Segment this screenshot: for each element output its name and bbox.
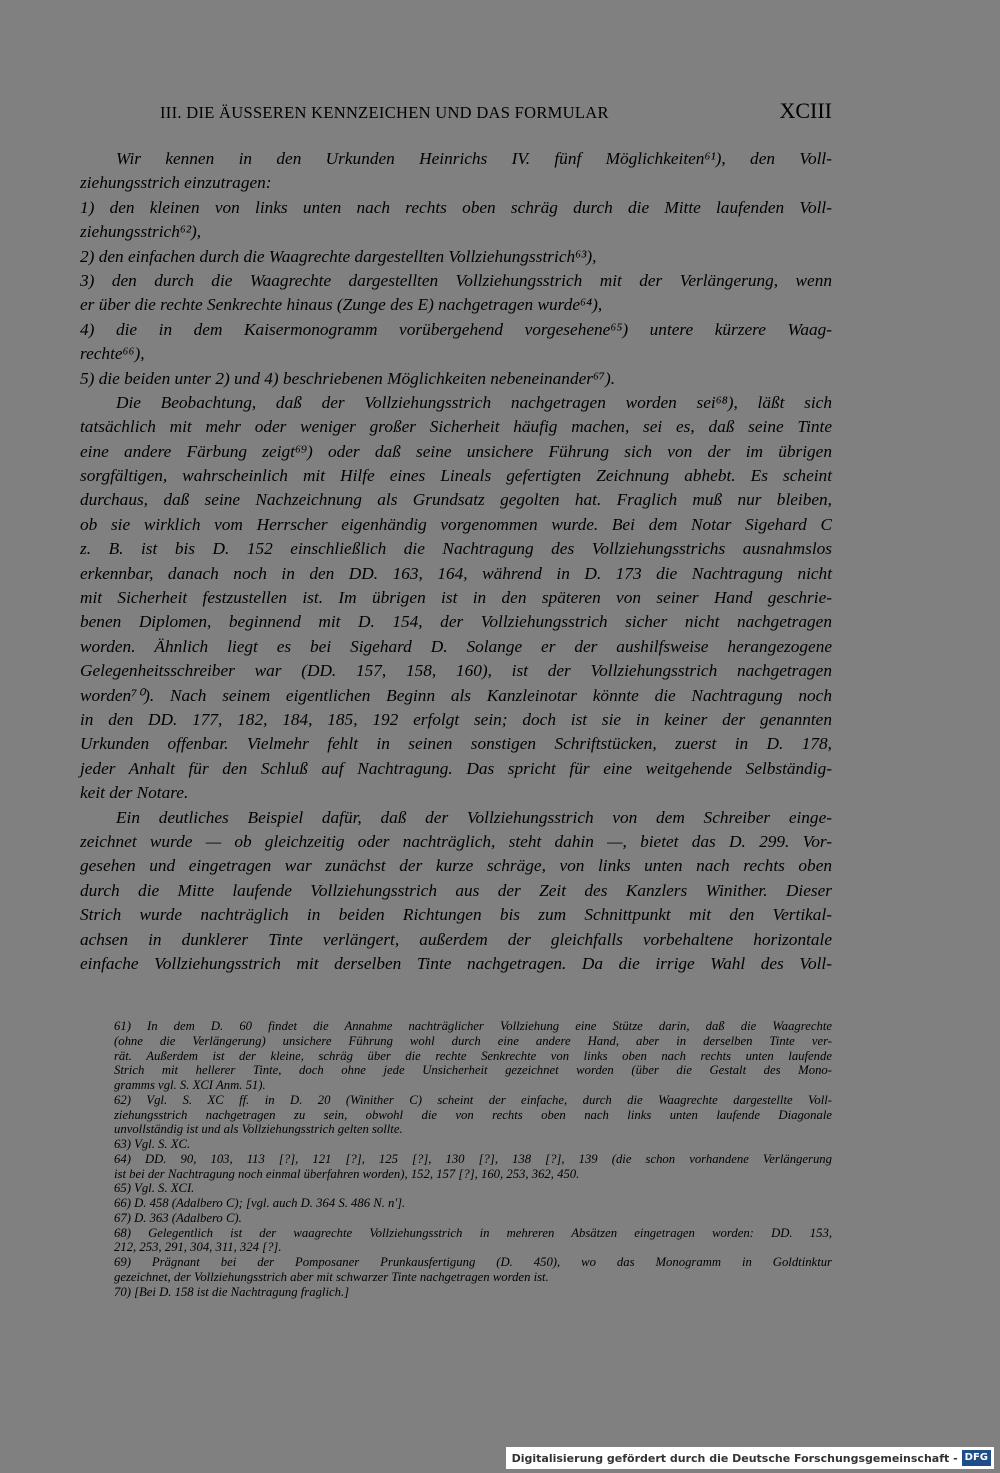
text-line: durchaus, daß seine Nachzeichnung als Grundsatz gegolten hat. Fraglich muß nur bleiben, [80, 490, 832, 510]
footnote-line: ziehungsstrich nachgetragen zu sein, obwohl die von rechts oben nach links unten laufende Diagonale [114, 1107, 832, 1122]
text-line: gesehen und eingetragen war zunächst der kurze schräge, von links unten nach rechts oben [80, 856, 832, 876]
footnote-line: 61) In dem D. 60 findet die Annahme nachträglicher Vollziehung eine Stütze darin, daß die Waagrechte [114, 1019, 832, 1033]
footnote-line: 66) D. 458 (Adalbero C); [vgl. auch D. 364 S. 486 N. n']. [114, 1196, 406, 1210]
text-line: 2) den einfachen durch die Waagrechte dargestellten Vollziehungsstrich⁶³), [80, 246, 597, 266]
footnote-line: 69) Prägnant bei der Pomposaner Prunkausfertigung (D. 450), wo das Monogramm in Goldtinktur [114, 1255, 832, 1269]
text-line: erkennbar, danach noch in den DD. 163, 164, während in D. 173 die Nachtragung nicht [80, 563, 832, 583]
dfg-logo: DFG [962, 1450, 991, 1466]
page-number: XCIII [779, 98, 832, 123]
main-text [80, 147, 832, 976]
text-line: ziehungsstrich⁶²), [80, 222, 202, 242]
footnote-line: ist bei der Nachtragung noch einmal überfahren worden), 152, 157 [?], 160, 253, 362, 450. [114, 1166, 580, 1181]
text-line: keit der Notare. [80, 783, 189, 803]
footnotes [114, 1019, 832, 1299]
funding-credit-bar [506, 1447, 994, 1469]
text-line: benen Diplomen, beginnend mit D. 154, der Vollziehungsstrich sicher nicht nachgetragen [80, 612, 832, 632]
text-line: jeder Anhalt für den Schluß auf Nachtragung. Das spricht für eine weitgehende Selbständig- [80, 758, 832, 778]
text-line: Wir kennen in den Urkunden Heinrichs IV. fünf Möglichkeiten⁶¹), den Voll- [116, 149, 832, 168]
page-header [160, 98, 832, 128]
text-line: achsen in dunklerer Tinte verlängert, außerdem der gleichfalls vorbehaltene horizontale [80, 929, 832, 949]
footnote-line: gramms vgl. S. XCI Anm. 51). [114, 1078, 266, 1092]
footnote-line: gezeichnet, der Vollziehungsstrich aber mit schwarzer Tinte nachgetragen worden ist. [114, 1269, 549, 1284]
footnote-line: 212, 253, 291, 304, 311, 324 [?]. [114, 1240, 282, 1255]
text-line: in den DD. 177, 182, 184, 185, 192 erfolgt sein; doch ist sie in keiner der genannten [80, 709, 832, 729]
text-line: ziehungsstrich einzutragen: [80, 173, 272, 193]
text-line: eine andere Färbung zeigt⁶⁹) oder daß seine unsichere Führung sich von der im übrigen [80, 441, 832, 461]
text-line: 4) die in dem Kaisermonogramm vorübergehend vorgesehene⁶⁵) untere kürzere Waag- [80, 319, 832, 339]
text-line: 5) die beiden unter 2) und 4) beschriebenen Möglichkeiten nebeneinander⁶⁷). [80, 368, 616, 388]
text-line: Die Beobachtung, daß der Vollziehungsstrich nachgetragen worden sei⁶⁸), läßt sich [116, 392, 832, 412]
footnote-line: Strich mit hellerer Tinte, doch ohne jede Unsicherheit gezeichnet worden (über die Gestalt des Mono- [114, 1063, 832, 1078]
footnote-line: 65) Vgl. S. XCI. [114, 1181, 195, 1196]
text-line: durch die Mitte laufende Vollziehungsstrich aus der Zeit des Kanzlers Winither. Dieser [80, 880, 832, 900]
text-line: ob sie wirklich vom Herrscher eigenhändig vorgenommen wurde. Bei dem Notar Sigehard C [80, 514, 832, 534]
running-title: III. DIE ÄUSSEREN KENNZEICHEN UND DAS FORMULAR [160, 103, 609, 122]
text-line: Urkunden offenbar. Vielmehr fehlt in seinen sonstigen Schriftstücken, zuerst in D. 178, [80, 734, 832, 754]
text-line: Strich wurde nachträglich in beiden Richtungen bis zum Schnittpunkt mit den Vertikal- [80, 905, 832, 925]
text-line: worden⁷⁰). Nach seinem eigentlichen Beginn als Kanzleinotar könnte die Nachtragung noch [80, 685, 832, 705]
footnote-line: 70) [Bei D. 158 ist die Nachtragung fraglich.] [114, 1284, 350, 1299]
funding-credit-text: Digitalisierung gefördert durch die Deutsche Forschungsgemeinschaft - [511, 1451, 958, 1465]
text-line: Ein deutliches Beispiel dafür, daß der Vollziehungsstrich von dem Schreiber einge- [116, 807, 832, 827]
text-line: 1) den kleinen von links unten nach rechts oben schräg durch die Mitte laufenden Voll- [80, 197, 832, 217]
text-line: worden. Ähnlich liegt es bei Sigehard D. Solange er der aushilfsweise herangezogene [80, 636, 832, 656]
text-line: Gelegenheitsschreiber war (DD. 157, 158, 160), ist der Vollziehungsstrich nachgetragen [80, 661, 832, 681]
footnote-line: (ohne die Verlängerung) unsichere Führung wohl durch eine andere Hand, aber in derselben Tinte ver- [114, 1033, 832, 1048]
footnote-line: unvollständig ist und als Vollziehungsstrich gelten sollte. [114, 1122, 403, 1137]
text-line: rechte⁶⁶), [80, 344, 145, 364]
footnote-line: 63) Vgl. S. XC. [114, 1137, 191, 1151]
text-line: er über die rechte Senkrechte hinaus (Zunge des E) nachgetragen wurde⁶⁴), [80, 295, 603, 315]
footnote-line: 67) D. 363 (Adalbero C). [114, 1210, 242, 1225]
footnote-line: 68) Gelegentlich ist der waagrechte Vollziehungsstrich in mehreren Absätzen eingetragen worden: DD. 153, [114, 1225, 832, 1240]
text-line: sorgfältigen, wahrscheinlich mit Hilfe eines Lineals gefertigten Zeichnung abhebt. Es scheint [80, 466, 832, 486]
footnote-line: rät. Außerdem ist der kleine, schräg über die rechte Senkrechte von links oben nach rechts unten laufende [114, 1048, 832, 1063]
text-line: z. B. ist bis D. 152 einschließlich die Nachtragung des Vollziehungsstrichs ausnahmslos [80, 539, 832, 559]
text-line: 3) den durch die Waagrechte dargestellten Vollziehungsstrich mit der Verlängerung, wenn [80, 270, 832, 290]
footnote-line: 64) DD. 90, 103, 113 [?], 121 [?], 125 [?], 130 [?], 138 [?], 139 (die schon vorhandene Verlängerung [114, 1151, 832, 1166]
text-line: zeichnet wurde — ob gleichzeitig oder nachträglich, steht dahin —, bietet das D. 299. Vor- [80, 831, 832, 851]
text-line: einfache Vollziehungsstrich mit derselben Tinte nachgetragen. Da die irrige Wahl des Voll- [80, 953, 832, 973]
footnote-line: 62) Vgl. S. XC ff. in D. 20 (Winither C) scheint der einfache, durch die Waagrechte dargestellte Voll- [114, 1092, 832, 1107]
text-line: mit Sicherheit festzustellen ist. Im übrigen ist in den späteren von seiner Hand geschrie- [80, 588, 832, 608]
text-line: tatsächlich mit mehr oder weniger großer Sicherheit häufig machen, sei es, daß seine Tinte [80, 417, 832, 437]
